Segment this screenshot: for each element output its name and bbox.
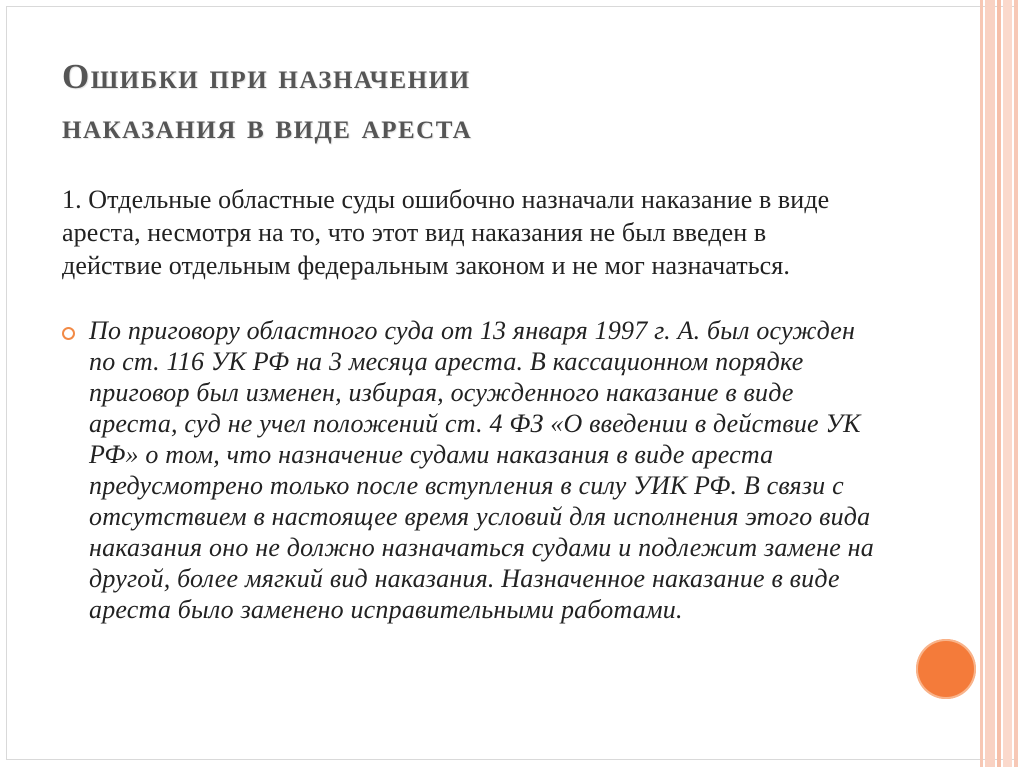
decorative-stripe — [1003, 0, 1012, 767]
slide-title — [62, 52, 942, 152]
decorative-stripe — [985, 0, 995, 767]
bullet-item — [62, 315, 882, 625]
slide-title-line-1: Ошибки при назначении — [62, 57, 471, 96]
decorative-stripe — [980, 0, 983, 767]
slide-title-line-2: наказания в виде ареста — [62, 107, 473, 146]
ring-bullet-icon — [62, 327, 75, 340]
decorative-stripe — [1014, 0, 1018, 767]
intro-paragraph: 1. Отдельные областные суды ошибочно назначали наказание в виде ареста, несмотря на то, что этот вид наказания не был введен в действие отдельным федеральным законом и не мог назначаться. — [62, 185, 830, 280]
bullet-text: По приговору областного суда от 13 января 1997 г. А. был осужден по ст. 116 УК РФ на 3 месяца ареста. В кассационном порядке приговор был изменен, избирая, осужденного наказание в виде ареста, суд не учел положений ст. 4 ФЗ «О введении в действие УК РФ» о том, что назначение судами наказания в виде ареста предусмотрено только после вступления в силу УИК РФ. В связи с отсутствием в настоящее время условий для исполнения этого вида наказания оно не должно назначаться судами и подлежит замене на другой, более мягкий вид наказания. Назначенное наказание в виде ареста было заменено исправительными работами. — [89, 316, 874, 624]
decorative-stripe — [997, 0, 1001, 767]
orange-circle-decoration-icon — [916, 639, 976, 699]
